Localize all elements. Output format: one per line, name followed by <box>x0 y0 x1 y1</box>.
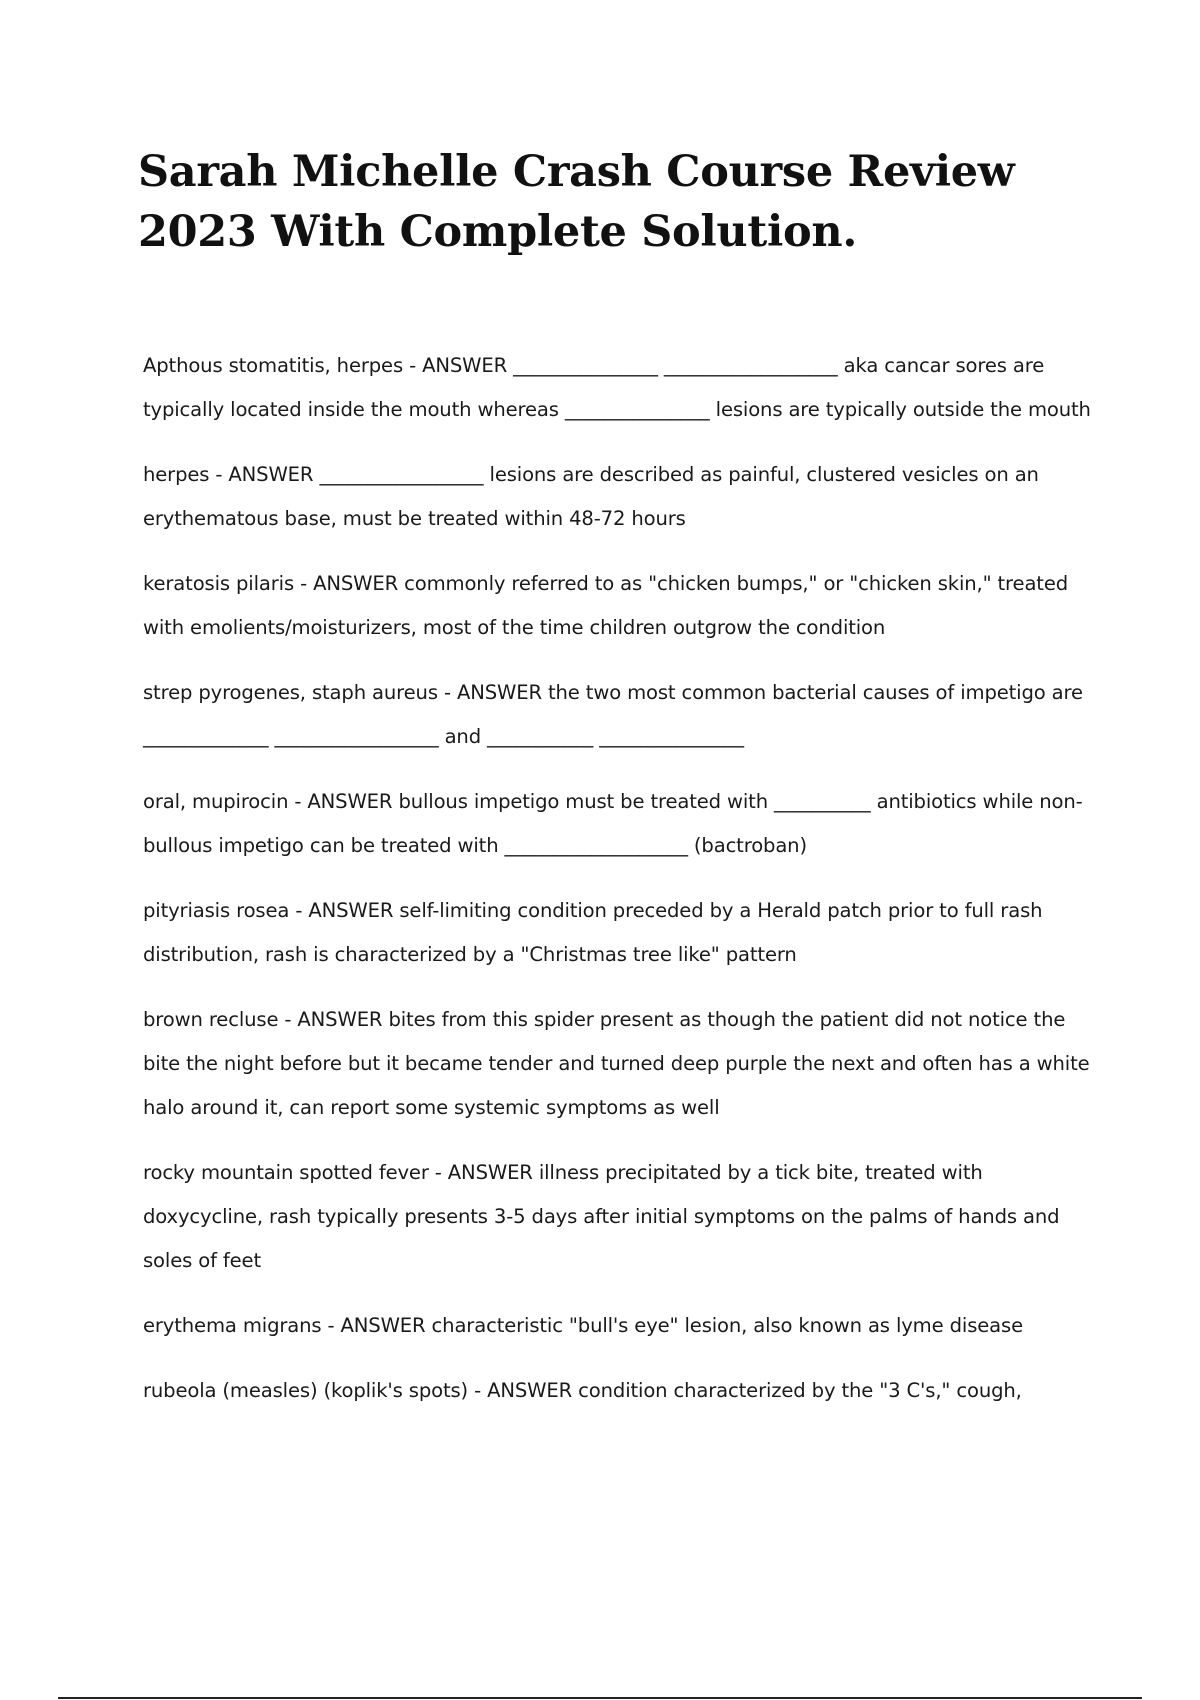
qa-entry: Apthous stomatitis, herpes - ANSWER _______________ __________________ aka cancar sores are typically located inside the mouth whereas _______________ lesions are typically outside the mouth <box>143 354 1091 421</box>
qa-entry: keratosis pilaris - ANSWER commonly referred to as "chicken bumps," or "chicken skin," treated with emolients/moisturizers, most of the time children outgrow the condition <box>143 572 1069 639</box>
qa-entry: strep pyrogenes, staph aureus - ANSWER the two most common bacterial causes of impetigo are _____________ _________________ and ___________ _______________ <box>143 681 1083 748</box>
qa-entry: oral, mupirocin - ANSWER bullous impetigo must be treated with __________ antibiotics while non-bullous impetigo can be treated with ___________________ (bactroban) <box>143 790 1083 857</box>
qa-entry: herpes - ANSWER _________________ lesions are described as painful, clustered vesicles on an erythematous base, must be treated within 48-72 hours <box>143 463 1039 530</box>
qa-entry: pityriasis rosea - ANSWER self-limiting condition preceded by a Herald patch prior to full rash distribution, rash is characterized by a "Christmas tree like" pattern <box>143 899 1043 966</box>
qa-entry: brown recluse - ANSWER bites from this spider present as though the patient did not notice the bite the night before but it became tender and turned deep purple the next and often has a white halo around it, can report some systemic symptoms as well <box>143 1008 1090 1119</box>
footer-divider <box>58 1697 1142 1699</box>
document-title: Sarah Michelle Crash Course Review 2023 With Complete Solution. <box>138 147 1015 257</box>
qa-entry: rocky mountain spotted fever - ANSWER illness precipitated by a tick bite, treated with doxycycline, rash typically presents 3-5 days after initial symptoms on the palms of hands and soles of feet <box>143 1161 1060 1272</box>
qa-entry: erythema migrans - ANSWER characteristic "bull's eye" lesion, also known as lyme disease <box>143 1314 1023 1337</box>
qa-entry: rubeola (measles) (koplik's spots) - ANSWER condition characterized by the "3 C's," cough, <box>143 1379 1022 1402</box>
qa-entry-list <box>143 344 1098 1434</box>
